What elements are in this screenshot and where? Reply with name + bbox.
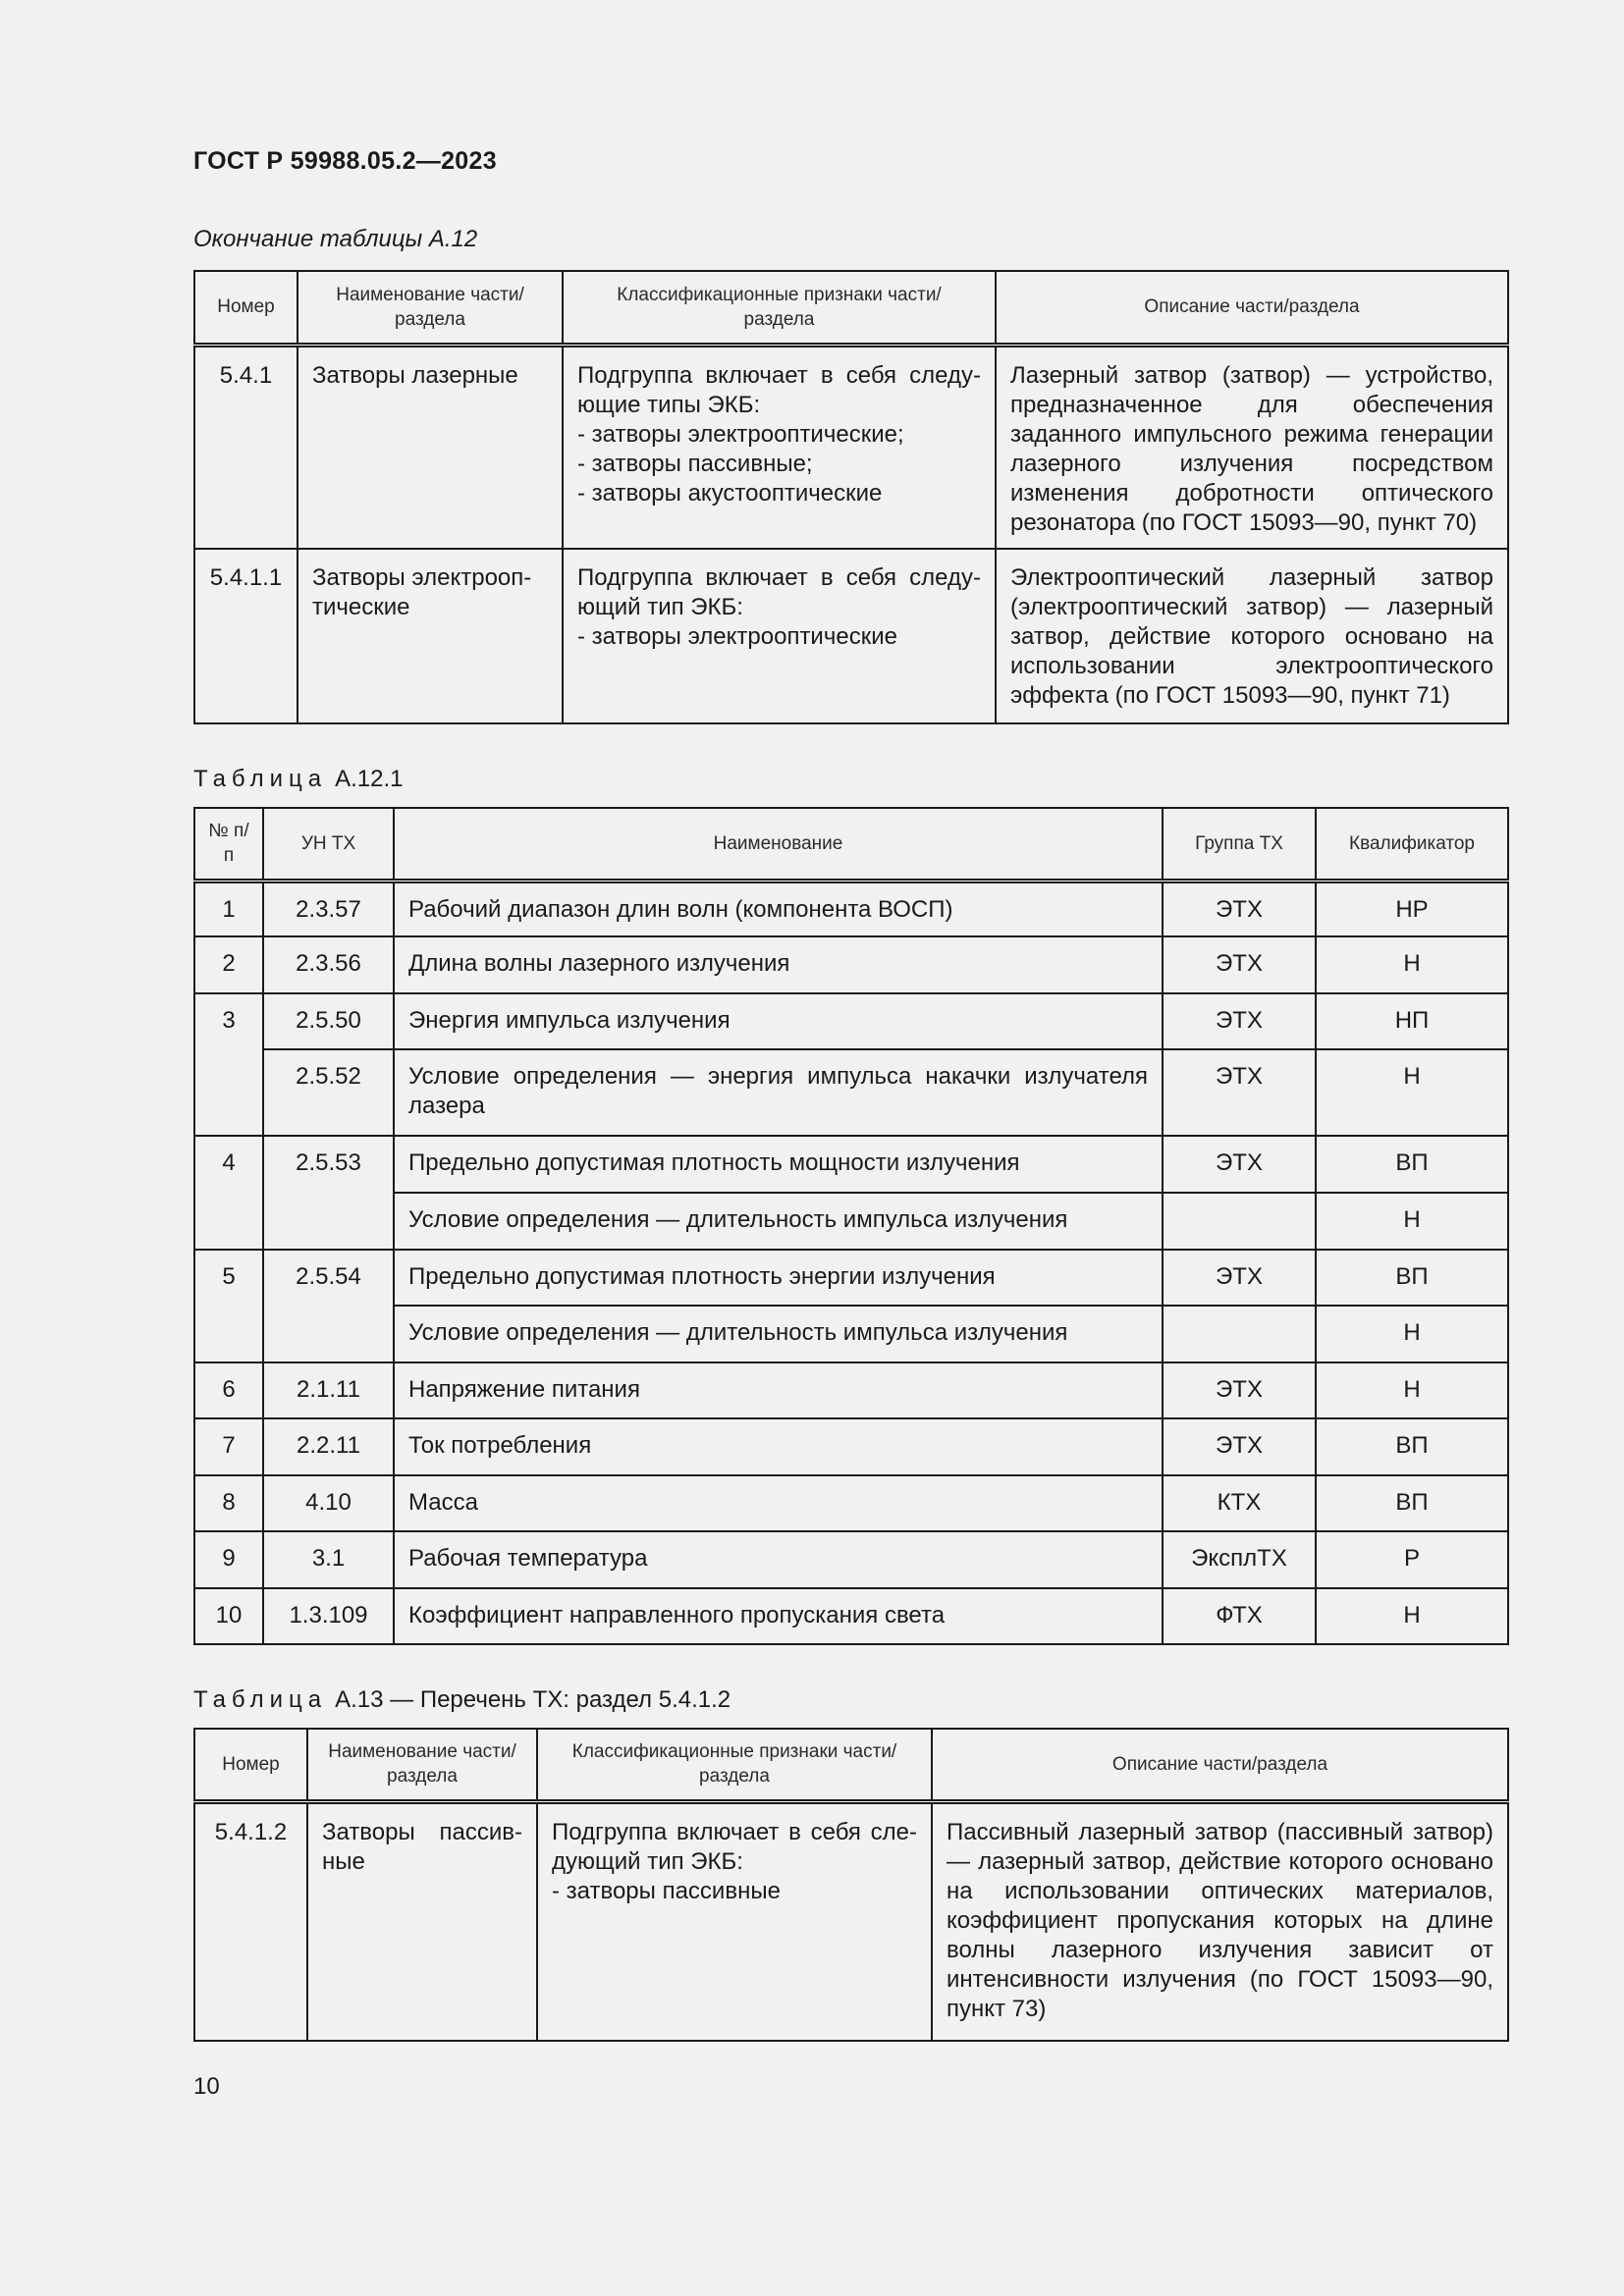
caption-title: А.13 — Перечень ТХ: раздел 5.4.1.2 [335,1686,731,1713]
header-class: Классификационные признаки части/раздела [563,271,996,345]
table-row-qualifier: ВП [1316,1250,1508,1306]
row-classification [563,549,996,723]
table-row-group: ЭТХ [1163,1049,1316,1136]
table-row-name: Длина волны лазерного излучения [394,936,1163,993]
table-row-qualifier: Р [1316,1531,1508,1588]
table-row-name: Коэффициент направленного пропускания света [394,1588,1163,1644]
list-item: - затворы электрооптические; [577,420,904,448]
header-desc: Описание части/раздела [996,271,1508,345]
table3-caption [193,1686,731,1714]
table-row-code: 2.5.53 [263,1136,394,1250]
table-row-index: 8 [194,1475,263,1531]
table-row-code: 4.10 [263,1475,394,1531]
row-description: Лазерный затвор (затвор) — устройство, предназначенное для обеспечения заданного импульсного режима генерации лазерного излучения посредством изменения добротности оптического резонатора (по ГОСТ 15093—90, пункт 70) [996,345,1508,549]
table-row-group: ЭксплТХ [1163,1531,1316,1588]
header-name: Наименование [394,808,1163,881]
table-row-name: Условие определения — длительность импульса излучения [394,1193,1163,1250]
table-a12-1 [193,807,1509,1645]
header-name: Наименование части/раздела [307,1729,537,1801]
table-row-group [1163,1193,1316,1250]
table-row-code: 3.1 [263,1531,394,1588]
list-item: - затворы пассивные; [577,450,813,477]
table-row-name: Условие определения — длительность импульса излучения [394,1306,1163,1362]
table-row-code: 2.5.54 [263,1250,394,1362]
table-row-name: Напряжение питания [394,1362,1163,1418]
table-row-qualifier: Н [1316,1362,1508,1418]
row-name: Затворы электрооп-тические [298,549,563,723]
header-code: УН ТХ [263,808,394,881]
header-name: Наименование части/раздела [298,271,563,345]
table-row-qualifier: НР [1316,881,1508,936]
classification-intro: Подгруппа включает в себя следу-ющие типы ЭКБ: [577,361,981,418]
table-row-qualifier: НП [1316,993,1508,1049]
table-row-index: 3 [194,993,263,1136]
table-row-qualifier: ВП [1316,1475,1508,1531]
row-description: Электрооптический лазерный затвор (электрооптический затвор) — лазерный затвор, действие которого основано на использовании электрооптического эффекта (по ГОСТ 15093—90, пункт 71) [996,549,1508,723]
table-row-name: Ток потребления [394,1418,1163,1475]
table-row-name: Рабочая температура [394,1531,1163,1588]
table-row-group: ЭТХ [1163,881,1316,936]
table-row-code: 2.5.50 [263,993,394,1049]
table-row-index: 1 [194,881,263,936]
table-row-code: 2.3.56 [263,936,394,993]
table-row-code: 2.5.52 [263,1049,394,1136]
table-row-index: 2 [194,936,263,993]
table-row-index: 7 [194,1418,263,1475]
table-row-qualifier: Н [1316,1193,1508,1250]
table-row-group: ЭТХ [1163,1250,1316,1306]
table-row-name: Энергия импульса излучения [394,993,1163,1049]
table1-caption: Окончание таблицы А.12 [193,226,478,252]
row-classification [537,1801,932,2041]
header-class: Классификационные признаки части/раздела [537,1729,932,1801]
classification-intro: Подгруппа включает в себя сле-дующий тип ЭКБ: [552,1818,917,1875]
list-item: - затворы электрооптические [577,623,897,650]
header-group: Группа ТХ [1163,808,1316,881]
table-row-index: 9 [194,1531,263,1588]
table-row-index: 6 [194,1362,263,1418]
row-name: Затворы лазерные [298,345,563,549]
table-row-name: Условие определения — энергия импульса накачки излучателя лазера [394,1049,1163,1136]
table-row-qualifier: Н [1316,1049,1508,1136]
header-desc: Описание части/раздела [932,1729,1508,1801]
list-item: - затворы пассивные [552,1877,781,1904]
table-row-qualifier: Н [1316,936,1508,993]
table-row-group: ЭТХ [1163,993,1316,1049]
table-row-index: 4 [194,1136,263,1250]
table-row-code: 2.2.11 [263,1418,394,1475]
caption-number: А.12.1 [335,766,404,792]
table-row-group: ЭТХ [1163,936,1316,993]
row-number: 5.4.1.1 [194,549,298,723]
table-row-qualifier: Н [1316,1588,1508,1644]
header-number: Номер [194,1729,307,1801]
table2-caption [193,766,404,793]
caption-word: Таблица [193,1686,328,1713]
table-row-code: 2.3.57 [263,881,394,936]
row-number: 5.4.1 [194,345,298,549]
table-row-code: 1.3.109 [263,1588,394,1644]
table-row-name: Предельно допустимая плотность энергии излучения [394,1250,1163,1306]
row-classification [563,345,996,549]
header-number: Номер [194,271,298,345]
table-row-index: 5 [194,1250,263,1362]
table-row-name: Масса [394,1475,1163,1531]
row-description: Пассивный лазерный затвор (пассивный затвор) — лазерный затвор, действие которого основано на использовании оптических материалов, коэффициент пропускания которых на длине волны лазерного излучения зависит от интенсивности излучения (по ГОСТ 15093—90, пункт 73) [932,1801,1508,2041]
document-header: ГОСТ Р 59988.05.2—2023 [193,147,497,175]
classification-intro: Подгруппа включает в себя следу-ющий тип ЭКБ: [577,564,981,620]
table-row-qualifier: ВП [1316,1136,1508,1193]
table-row-group: ЭТХ [1163,1136,1316,1193]
page-number: 10 [193,2073,220,2100]
table-row-group: ЭТХ [1163,1418,1316,1475]
row-number: 5.4.1.2 [194,1801,307,2041]
caption-word: Таблица [193,766,328,792]
table-a12-end [193,270,1509,724]
row-name: Затворы пассив-ные [307,1801,537,2041]
table-row-qualifier: ВП [1316,1418,1508,1475]
table-row-group: КТХ [1163,1475,1316,1531]
table-row-name: Рабочий диапазон длин волн (компонента ВОСП) [394,881,1163,936]
header-qualifier: Квалификатор [1316,808,1508,881]
table-row-group [1163,1306,1316,1362]
table-row-group: ФТХ [1163,1588,1316,1644]
table-row-code: 2.1.11 [263,1362,394,1418]
table-a13 [193,1728,1509,2042]
header-index: № п/п [194,808,263,881]
table-row-group: ЭТХ [1163,1362,1316,1418]
table-row-name: Предельно допустимая плотность мощности излучения [394,1136,1163,1193]
table-row-qualifier: Н [1316,1306,1508,1362]
table-row-index: 10 [194,1588,263,1644]
list-item: - затворы акустооптические [577,479,883,507]
